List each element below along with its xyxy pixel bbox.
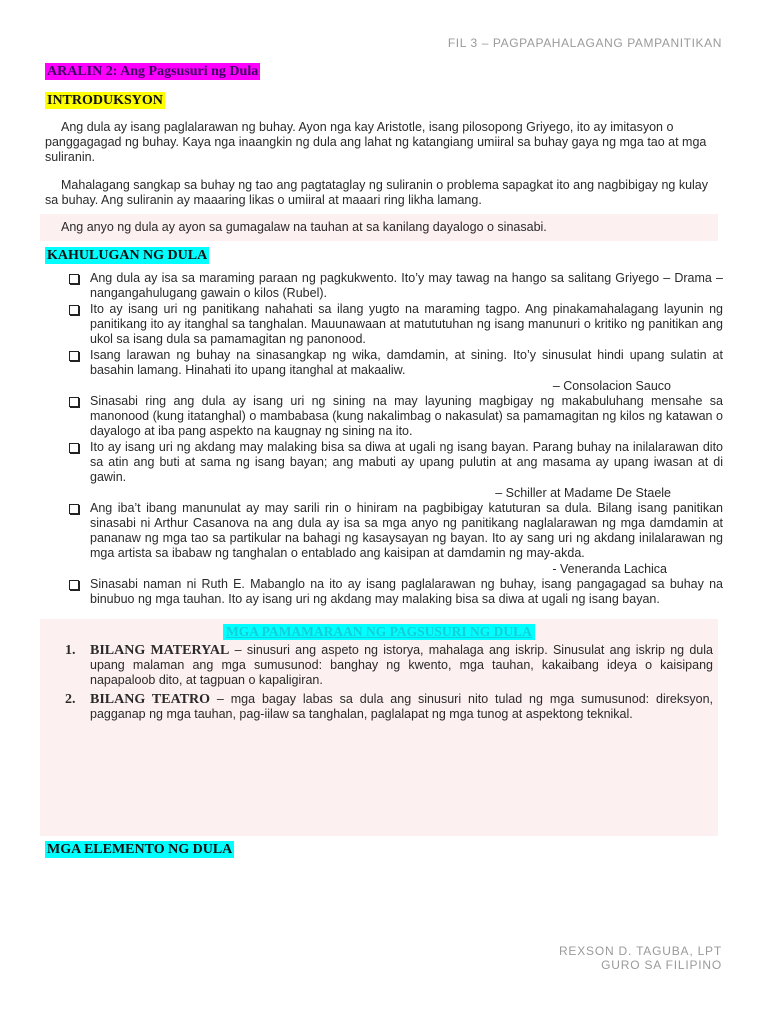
definitions-list-cont bbox=[45, 577, 723, 607]
checkbox-bullet-icon bbox=[69, 443, 79, 453]
checkbox-bullet-icon bbox=[69, 580, 79, 590]
elements-heading: MGA ELEMENTO NG DULA bbox=[47, 842, 233, 857]
list-item: Ang dula ay isa sa maraming paraan ng pagkukwento. Ito’y may tawag na hango sa salitang Griyego – Drama – nangangahulugang gawain o kilos (Rubel). bbox=[45, 271, 723, 301]
list-item: Isang larawan ng buhay na sinasangkap ng wika, damdamin, at sining. Ito’y sinusulat hindi upang sulatin at basahin lamang. Hinahati ito upang itanghal at makaaliw. bbox=[45, 348, 723, 378]
checkbox-bullet-icon bbox=[69, 305, 79, 315]
method-title: BILANG MATERYAL bbox=[90, 643, 230, 658]
attribution: - Veneranda Lachica bbox=[552, 562, 667, 576]
methods-list bbox=[45, 643, 713, 722]
methods-heading: MGA PAMAMARAAN NG PAGSUSURI NG DULA bbox=[223, 624, 535, 640]
intro-paragraph-1: Ang dula ay isang paglalarawan ng buhay. Ayon nga kay Aristotle, isang pilosopong Griyego, ito ay imitasyon o panggagagad ng buhay. Kaya nga inaangkin ng dula ang lahat ng katangiang umiiral sa buhay gaya ng mga tao at mga suliranin. bbox=[45, 120, 707, 164]
document-body bbox=[45, 62, 723, 858]
checkbox-bullet-icon bbox=[69, 351, 79, 361]
page-footer bbox=[559, 944, 722, 972]
checkbox-bullet-icon bbox=[69, 274, 79, 284]
intro-note-box bbox=[40, 214, 718, 241]
method-title: BILANG TEATRO bbox=[90, 692, 210, 707]
list-item: Sinasabi ring ang dula ay isang uri ng sining na may layuning magbigay ng makabuluhang mensahe sa manonood (kung itatanghal) o mambabasa (kung nakalimbag o nakasulat) sa pamamagitan ng kilos ng katawan o dayalogo at iba pang aspekto na kaugnay ng sining na ito. bbox=[45, 394, 723, 439]
kahulugan-heading: KAHULUGAN NG DULA bbox=[47, 248, 208, 263]
checkbox-bullet-icon bbox=[69, 397, 79, 407]
author-name: REXSON D. TAGUBA, LPT bbox=[558, 944, 722, 958]
intro-heading: INTRODUKSYON bbox=[47, 93, 163, 108]
definitions-list-cont bbox=[45, 394, 723, 485]
list-item: Sinasabi naman ni Ruth E. Mabanglo na ito ay isang paglalarawan ng buhay, isang pangagagad sa buhay na binubuo ng mga tauhan. Ito ay isang uri ng akdang may malaking bisa sa diwa at ugali ng isang bayan. bbox=[45, 577, 723, 607]
page-header: FIL 3 – PAGPAPAHALAGANG PAMPANITIKAN bbox=[447, 36, 722, 50]
list-item: Ito ay isang uri ng panitikang nahahati sa ilang yugto na maraming tagpo. Ang pinakamahalagang layunin ng panitikang ito ay itanghal sa tanghalan. Mauunawaan at matututuhan ng isang manunuri o kritiko ng panitikan ang ukol sa isang dula sa pamamagitan ng panonood. bbox=[45, 302, 723, 347]
list-item: 1. BILANG MATERYAL – sinusuri ang aspeto ng istorya, mahalaga ang iskrip. Sinusulat ang iskrip ng dula upang malaman ang mga sumusunod: banghay ng kwento, mga tauhan, kakaibang ideya o kaisipang napapaloob dito, at tagpuan o kapaligiran. bbox=[65, 643, 713, 687]
list-item: Ang iba’t ibang manunulat ay may sarili rin o hiniram na pagbibigay katuturan sa dula. Bilang isang panitikan sinasabi ni Arthur Casanova na ang dula ay isa sa mga anyo ng panitikang naglalarawan ng mga damdamin at pananaw ng mga tao sa partikular na bahagi ng kasaysayan ng bayan. Ito ay sang uri ng akdang inilalarawan ng mga artista sa ibabaw ng tanghalan o entablado ang kaisipan at damdamin ng may-akda. bbox=[45, 501, 723, 561]
intro-paragraph-2: Mahalagang sangkap sa buhay ng tao ang pagtataglay ng suliranin o problema sapagkat ito ang nagbibigay ng kulay sa buhay. Ang suliranin ay maaaring likas o umiiral at maaari ring likha lamang. bbox=[45, 178, 708, 207]
definitions-list bbox=[45, 271, 723, 378]
attribution: – Schiller at Madame De Staele bbox=[495, 486, 671, 500]
lesson-title: ARALIN 2: Ang Pagsusuri ng Dula bbox=[47, 64, 259, 79]
methods-section bbox=[40, 619, 718, 836]
definitions-list-cont bbox=[45, 501, 723, 561]
intro-note: Ang anyo ng dula ay ayon sa gumagalaw na tauhan at sa kanilang dayalogo o sinasabi. bbox=[61, 220, 547, 234]
list-item: Ito ay isang uri ng akdang may malaking bisa sa diwa at ugali ng isang bayan. Parang buhay na inilalarawan dito sa atin ang buti at sama ng isang bayan; ang mabuti ay upang pulutin at ang masama ay upang iwasan at di gawin. bbox=[45, 440, 723, 485]
checkbox-bullet-icon bbox=[69, 504, 79, 514]
author-role: GURO SA FILIPINO bbox=[601, 958, 722, 972]
list-item: 2. BILANG TEATRO – mga bagay labas sa dula ang sinusuri nito tulad ng mga sumusunod: direksyon, pagganap ng mga tauhan, pag-iilaw sa tanghalan, paglalapat ng mga tunog at aspektong teknikal. bbox=[65, 692, 714, 721]
attribution: – Consolacion Sauco bbox=[552, 379, 671, 393]
